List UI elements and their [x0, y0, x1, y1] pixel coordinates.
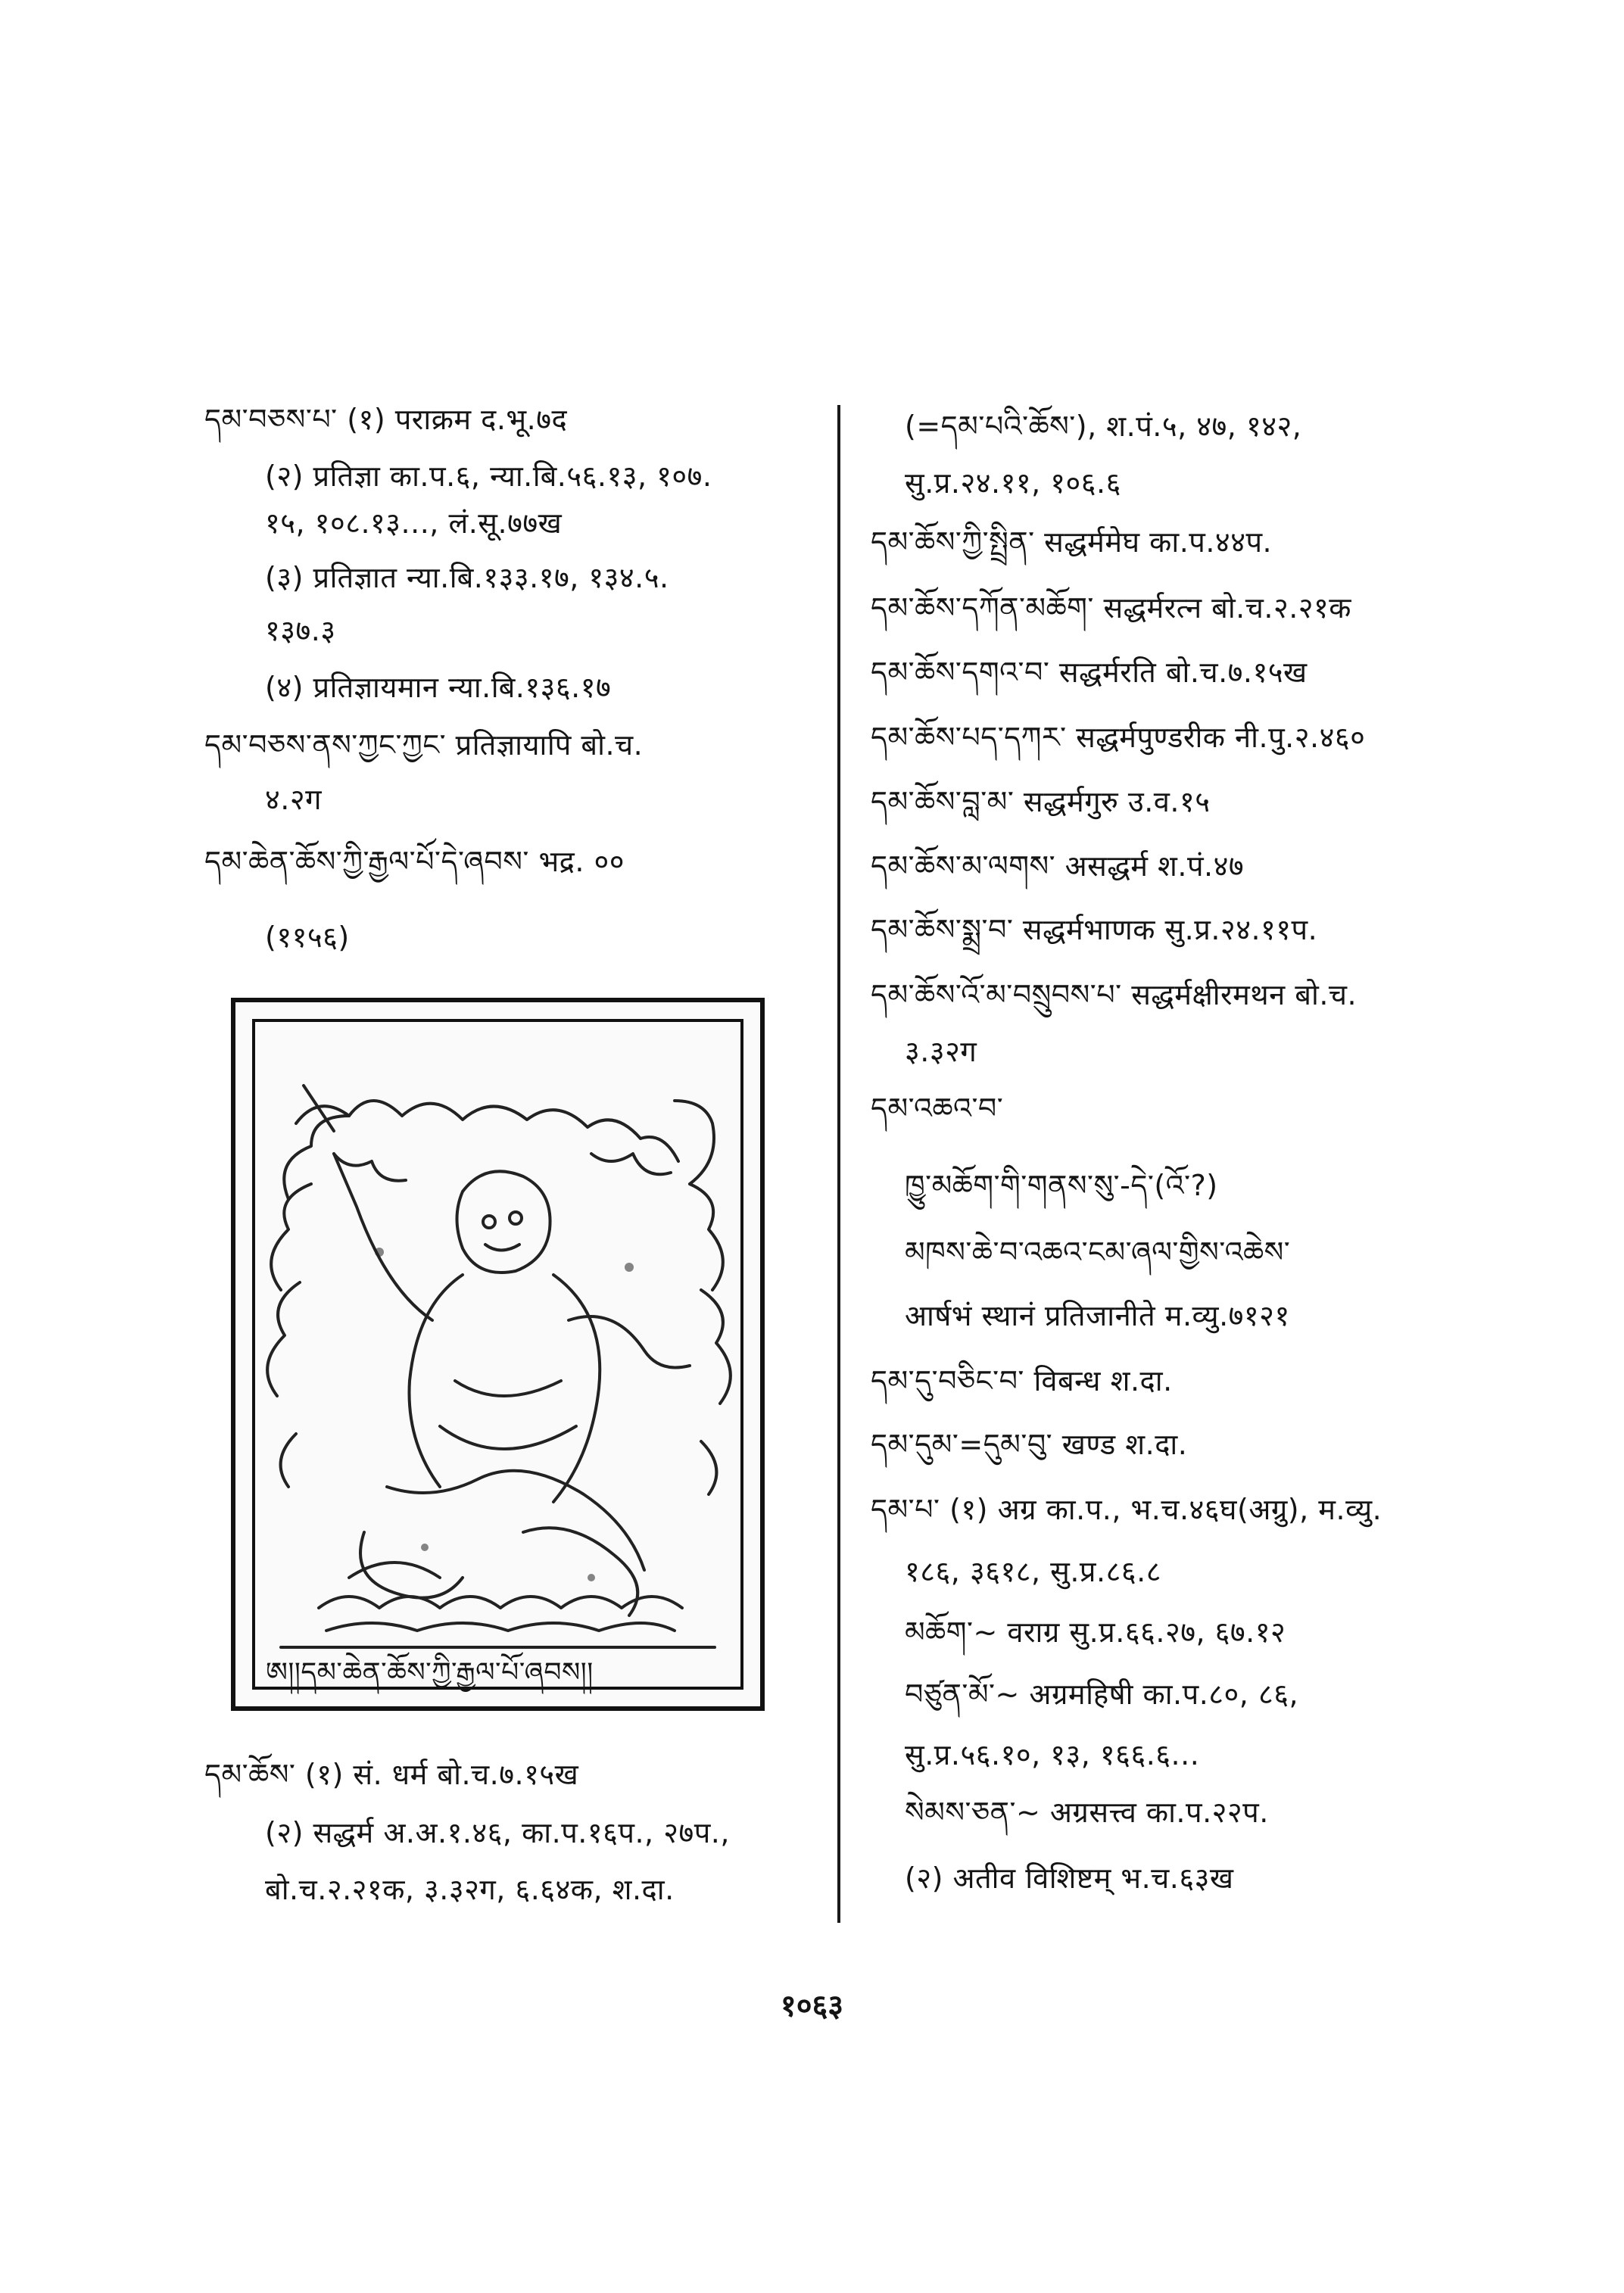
deity-illustration [231, 998, 765, 1711]
entry-line: बो.च.२.२१क, ३.३२ग, ६.६४क, श.दा. [265, 1873, 675, 1906]
entry-line: सु.प्र.२४.११, १०६.६ [905, 466, 1121, 500]
entry-headword-line: དམ་ཆོས་སྨྲ་བ་ सद्धर्मभाणक सु.प्र.२४.११प. [871, 913, 1318, 946]
entry-line: १३७.३ [265, 614, 336, 647]
entry-line: ३.३२ग [905, 1035, 977, 1068]
entry-headword-line: དམ་བཅས་པ་ (१) पराक्रम द.भू.७द [204, 403, 568, 436]
entry-line: (२) प्रतिज्ञा का.प.६, न्या.बि.५६.१३, १०७. [265, 460, 712, 493]
entry-headword-line: དམ་ཆོས་བླ་མ་ सद्धर्मगुरु उ.व.१५ [871, 785, 1211, 818]
entry-line: (३) प्रतिज्ञात न्या.बि.१३३.१७, १३४.५. [265, 561, 669, 594]
entry-line: (२) सद्धर्म अ.अ.१.४६, का.प.१६प., २७प., [265, 1816, 730, 1849]
page-number: १०६३ [780, 1989, 844, 2024]
entry-line: སེམས་ཅན་~ अग्रसत्त्व का.प.२२प. [905, 1796, 1269, 1829]
entry-line: མཁས་ཆེ་བ་འཆའ་ངམ་ཞལ་གྱིས་འཆེས་ [905, 1235, 1291, 1269]
entry-line: ཁྱུ་མཆོག་གི་གནས་སུ་-དེ་(འོ་?) [905, 1169, 1218, 1202]
entry-line: १८६, ३६१८, सु.प्र.८६.८ [905, 1555, 1161, 1588]
entry-headword-line: དམ་ཆོས་ཀྱི་སྤྲིན་ सद्धर्ममेघ का.प.४४प. [871, 525, 1273, 559]
illustration-drawing [235, 1002, 760, 1706]
column-divider [837, 405, 840, 1923]
entry-headword-line: དམ་ཆོས་འོ་མ་བསྲུབས་པ་ सद्धर्मक्षीरमथन बो.च. [871, 978, 1357, 1011]
entry-headword-line: དམ་ཆོས་པད་དཀར་ सद्धर्मपुण्डरीक नी.पु.२.४६० [871, 721, 1366, 754]
entry-line: ४.२ग [265, 783, 322, 816]
entry-line: (=དམ་པའི་ཆོས་), श.पं.५, ४७, १४२, [905, 410, 1302, 443]
entry-line: བཙུན་མོ་~ अग्रमहिषी का.प.८०, ८६, [905, 1678, 1299, 1711]
illustration-caption: ཨ།།དམ་ཆེན་ཆོས་ཀྱི་རྒྱལ་པོ་ཞབས།། [266, 1657, 594, 1688]
entry-line: མཆོག་~ वराग्र सु.प्र.६६.२७, ६७.१२ [905, 1615, 1286, 1649]
entry-headword-line: དམ་ཆོས་དཀོན་མཆོག་ सद्धर्मरत्न बो.च.२.२१क [871, 591, 1351, 625]
entry-line: १५, १०८.१३..., लं.सू.७७ख [265, 506, 563, 540]
entry-line: सु.प्र.५६.१०, १३, १६६.६... [905, 1738, 1200, 1771]
entry-line: (२) अतीव विशिष्टम् भ.च.६३ख [905, 1862, 1234, 1895]
entry-headword-line: དམ་བཅས་ནས་ཀྱང་ཀྱང་ प्रतिज्ञायापि बो.च. [204, 728, 644, 762]
entry-headword-line: དམ་ཆོས་ (१) सं. धर्म बो.च.७.१५ख [204, 1758, 579, 1791]
entry-line: (४) प्रतिज्ञायमान न्या.बि.१३६.१७ [265, 671, 612, 704]
entry-headword-line: དམ་པ་ (१) अग्र का.प., भ.च.४६घ(अग्रु), म.व्यु. [871, 1493, 1382, 1526]
entry-headword-line: དམ་འཆའ་བ་ [871, 1092, 1004, 1125]
entry-headword-line: དམ་ཆོས་དགའ་བ་ सद्धर्मरति बो.च.७.१५ख [871, 656, 1308, 689]
entry-headword-line: དམ་དུམ་=དུམ་བུ་ खण्ड श.दा. [871, 1428, 1188, 1461]
entry-line: (११५६) [265, 921, 350, 954]
entry-line: आर्षभं स्थानं प्रतिजानीते म.व्यु.७१२१ [905, 1299, 1290, 1332]
entry-headword-line: དམ་ཆོས་མ་ལགས་ असद्धर्म श.पं.४७ [871, 849, 1245, 883]
entry-headword-line: དམ་ཆེན་ཆོས་ཀྱི་རྒྱལ་པོ་དེ་ཞབས་ भद्र. ०० [204, 845, 625, 878]
entry-headword-line: དམ་དུ་བཅིང་བ་ विबन्ध श.दा. [871, 1364, 1173, 1397]
